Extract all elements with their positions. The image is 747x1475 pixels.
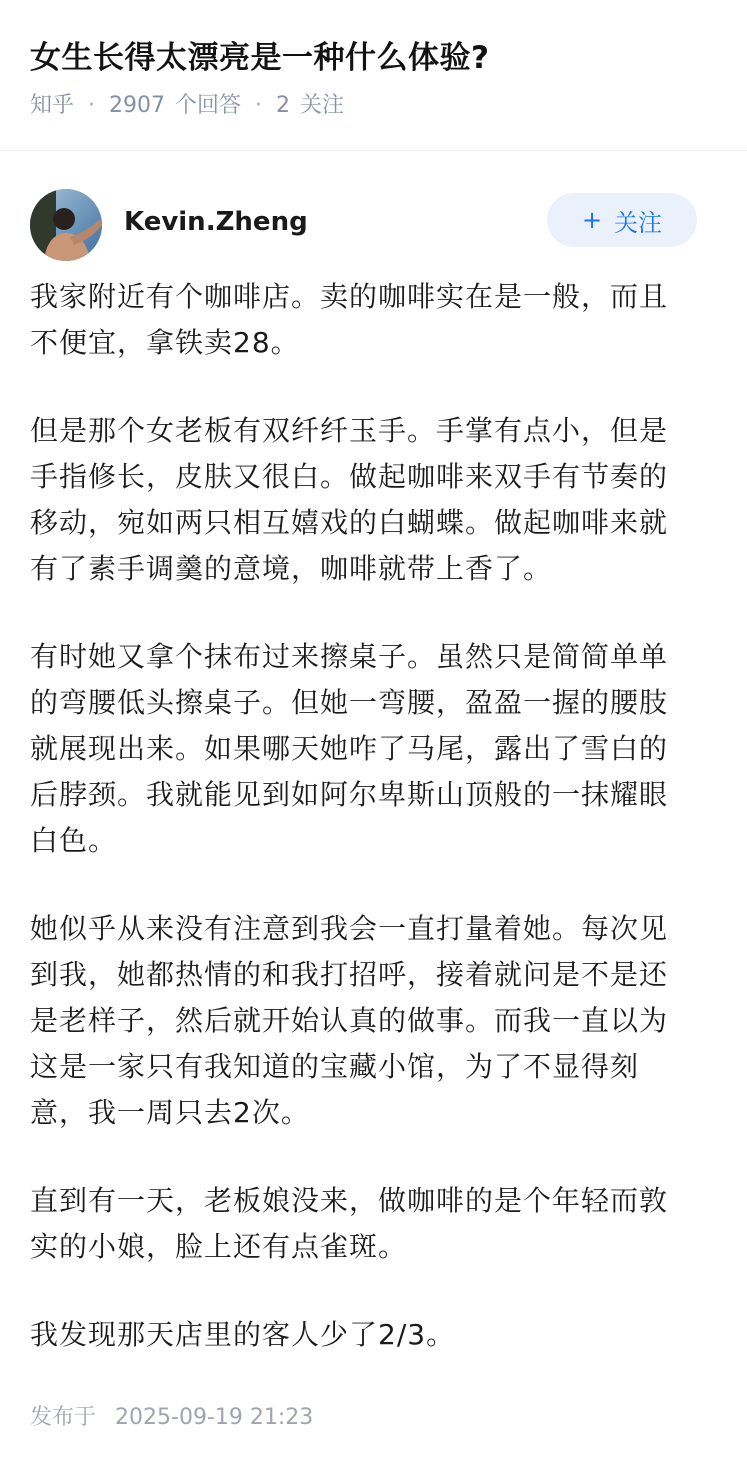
answer-paragraph: 有时她又拿个抹布过来擦桌子。虽然只是简简单单的弯腰低头擦桌子。但她一弯腰，盈盈一握的腰肢就展现出来。如果哪天她咋了马尾，露出了雪白的后脖颈。我就能见到如阿尔卑斯山顶般的一抹耀眼白色。 [30, 640, 669, 857]
follow-button[interactable] [547, 193, 697, 247]
follower-count: 2 [276, 93, 291, 118]
avatar-icon [30, 189, 102, 261]
answer-paragraph: 我发现那天店里的客人少了2/3。 [30, 1318, 456, 1351]
answer-paragraph: 直到有一天，老板娘没来，做咖啡的是个年轻而敦实的小娘，脸上还有点雀斑。 [30, 1184, 669, 1263]
publish-time: 2025-09-19 21:23 [115, 1405, 314, 1430]
answer-count: 2907 [109, 93, 166, 118]
answer-paragraph: 她似乎从来没有注意到我会一直打量着她。每次见到我，她都热情的和我打招呼，接着就问是不是还是老样子，然后就开始认真的做事。而我一直以为这是一家只有我知道的宝藏小馆，为了不显得刻意，我一周只去2次。 [30, 912, 669, 1129]
avatar[interactable] [30, 189, 102, 261]
answer-paragraph: 但是那个女老板有双纤纤玉手。手掌有点小，但是手指修长，皮肤又很白。做起咖啡来双手有节奏的移动，宛如两只相互嬉戏的白蝴蝶。做起咖啡来就有了素手调羹的意境，咖啡就带上香了。 [30, 414, 669, 585]
source-label[interactable]: 知乎 [30, 93, 75, 118]
publish-label: 发布于 [30, 1405, 97, 1430]
meta-separator: · [255, 93, 263, 118]
author-row [0, 187, 747, 262]
question-title[interactable]: 女生长得太漂亮是一种什么体验? [30, 40, 490, 76]
divider [0, 150, 747, 187]
answer-count-label[interactable]: 个回答 [175, 93, 242, 118]
author-name[interactable]: Kevin.Zheng [124, 206, 308, 237]
follower-count-label[interactable]: 关注 [300, 93, 345, 118]
question-meta [30, 90, 717, 122]
answer-paragraph: 我家附近有个咖啡店。卖的咖啡实在是一般，而且不便宜，拿铁卖28。 [30, 280, 669, 359]
follow-button-label: 关注 [614, 208, 663, 237]
meta-separator: · [88, 93, 96, 118]
publish-info [0, 1400, 747, 1431]
plus-icon: + [581, 206, 603, 234]
answer-content [0, 274, 747, 1358]
question-header [0, 0, 747, 118]
